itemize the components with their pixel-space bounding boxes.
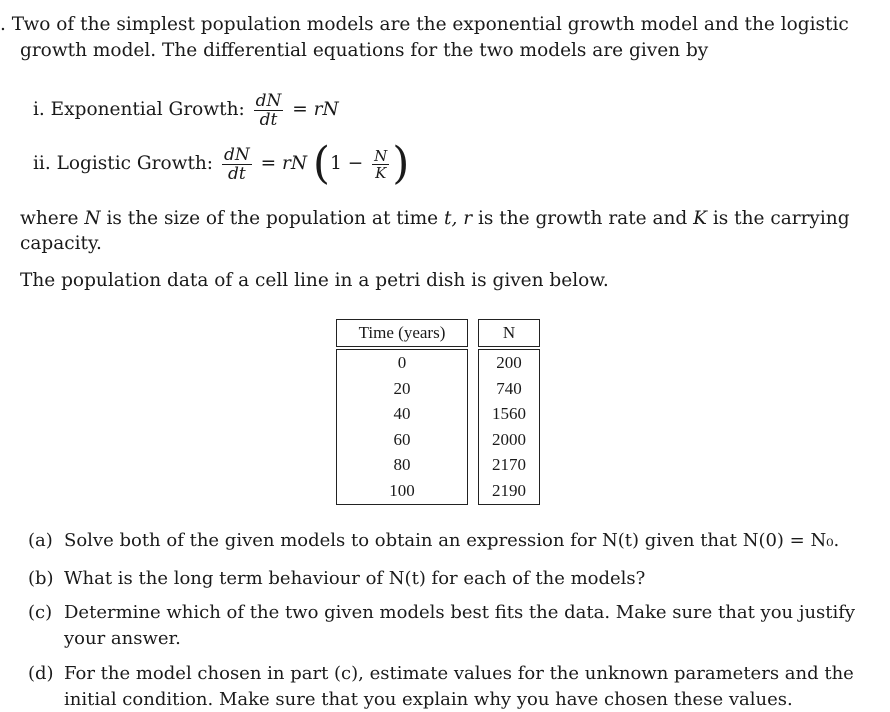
def-text: where xyxy=(20,208,79,229)
exponential-equation xyxy=(33,90,339,130)
fraction-denominator: dt xyxy=(259,109,278,130)
carrying-numerator: N xyxy=(374,146,388,165)
question-c-cont xyxy=(28,626,181,651)
n-cell: 2190 xyxy=(492,480,526,500)
right-paren: ) xyxy=(392,138,410,189)
question-d xyxy=(28,661,854,686)
n-cell: 1560 xyxy=(492,404,526,424)
question-a-label: (a) xyxy=(28,530,53,551)
intro-line-2: growth model. The differential equations for the two models are given by xyxy=(20,40,709,61)
def-text: is the growth rate and xyxy=(477,208,688,229)
n-cell: 2000 xyxy=(492,429,526,449)
question-d-text-1: For the model chosen in part (c), estimate values for the unknown parameters and the xyxy=(64,663,854,684)
time-cell: 80 xyxy=(393,455,411,475)
definitions-line-2: capacity. xyxy=(20,233,102,254)
intro-line-1: . Two of the simplest population models are the exponential growth model and the logistic xyxy=(0,14,849,35)
exponential-label: i. Exponential Growth: xyxy=(33,99,245,120)
question-d-text-2: initial condition. Make sure that you explain why you have chosen these values. xyxy=(64,689,793,710)
time-cell: 40 xyxy=(393,404,411,424)
fraction-numerator: dN xyxy=(255,90,282,111)
question-b xyxy=(28,566,645,591)
def-var-r: r xyxy=(463,208,473,229)
question-b-label: (b) xyxy=(28,568,54,589)
one-minus: 1 − xyxy=(330,153,364,174)
header-time: Time (years) xyxy=(337,320,468,347)
n-cell: 200 xyxy=(496,353,522,372)
time-cell: 60 xyxy=(393,429,411,449)
time-column xyxy=(337,350,468,505)
question-a xyxy=(28,528,839,553)
data-intro: The population data of a cell line in a petri dish is given below. xyxy=(20,270,609,291)
question-d-cont xyxy=(28,687,793,712)
fraction-denominator: dt xyxy=(227,163,246,184)
question-a-text: Solve both of the given models to obtain an expression for N(t) given that N(0) = N₀. xyxy=(64,530,840,551)
carrying-fraction xyxy=(372,148,389,181)
def-var-K: K xyxy=(693,208,707,229)
logistic-equation xyxy=(33,138,410,189)
def-var-N: N xyxy=(84,208,101,229)
time-cell: 20 xyxy=(393,378,411,398)
question-c-text-1: Determine which of the two given models best fits the data. Make sure that you justify xyxy=(64,602,856,623)
def-text: is the carrying xyxy=(712,208,850,229)
logistic-rN: = rN xyxy=(260,153,308,174)
carrying-denominator: K xyxy=(375,163,387,182)
question-b-text: What is the long term behaviour of N(t) for each of the models? xyxy=(64,568,646,589)
n-cell: 2170 xyxy=(492,455,526,475)
question-c-label: (c) xyxy=(28,602,53,623)
question-c xyxy=(28,600,855,625)
population-table xyxy=(336,319,540,505)
question-c-text-2: your answer. xyxy=(64,628,181,649)
exponential-rhs: = rN xyxy=(292,99,339,120)
def-var-t: t, xyxy=(444,208,458,229)
question-d-label: (d) xyxy=(28,663,54,684)
n-cell: 740 xyxy=(496,378,522,398)
left-paren: ( xyxy=(312,138,331,189)
fraction-numerator: dN xyxy=(223,144,250,165)
definitions-line-1 xyxy=(20,206,850,231)
time-cell: 0 xyxy=(397,353,407,372)
logistic-label: ii. Logistic Growth: xyxy=(33,153,214,174)
n-column xyxy=(479,350,540,505)
def-text: is the size of the population at time xyxy=(106,208,439,229)
derivative-fraction xyxy=(254,92,284,129)
time-cell: 100 xyxy=(389,480,415,500)
derivative-fraction xyxy=(222,146,252,183)
header-n: N xyxy=(479,320,540,347)
